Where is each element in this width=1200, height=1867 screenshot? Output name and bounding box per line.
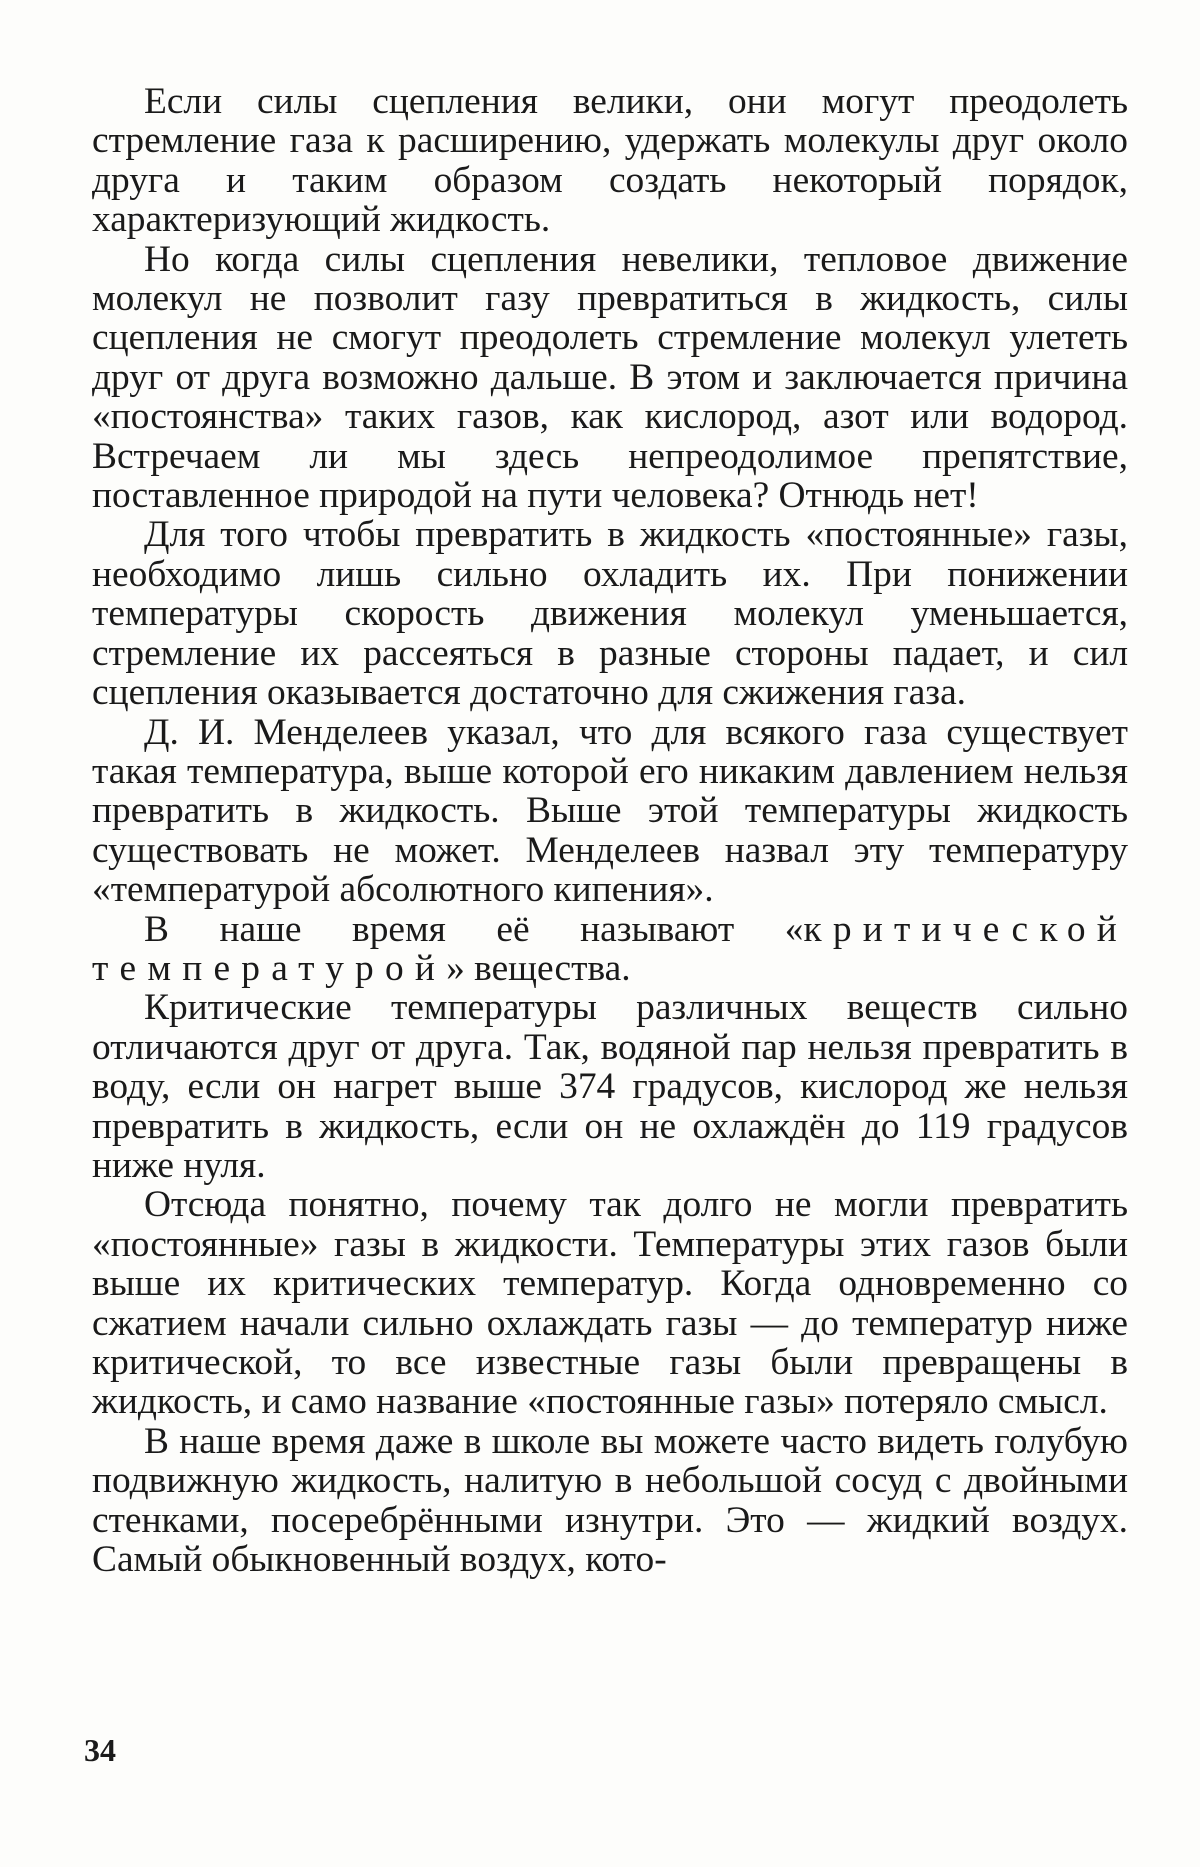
paragraph-2: Но когда силы сцепления невелики, тепловое движение молекул не позволит газу превратиться в жидкость, силы сцепления не смогут преодолеть стремление молекул улететь друг от друга возможно дальше. В этом и заключается причина «постоянства» таких газов, как кислород, азот или водород. Встречаем ли мы здесь непреодолимое препятствие, поставленное природой на пути человека? Отнюдь нет! <box>92 238 1128 517</box>
spaced-emphasis-term: критической температурой <box>92 908 1128 989</box>
paragraph-1: Если силы сцепления велики, они могут преодолеть стремление газа к расширению, удержать молекулы друг около друга и таким образом создать некоторый порядок, характеризующий жидкость. <box>92 81 1128 241</box>
paragraph-4: Д. И. Менделеев указал, что для всякого газа существует такая температура, выше которой его никаким давлением нельзя превратить в жидкость. Выше этой температуры жидкость существовать не может. Менделеев назвал эту температуру «температурой абсолютного кипения». <box>92 711 1128 911</box>
paragraph-8: В наше время даже в школе вы можете часто видеть голубую подвижную жидкость, налитую в небольшой сосуд с двойными стенками, посеребрёнными изнутри. Это — жидкий воздух. Самый обыкновенный воздух, кото- <box>92 1420 1128 1581</box>
paragraph-5-before: В наше время её называют « <box>144 908 804 950</box>
body-text <box>92 82 1128 1579</box>
paragraph-6: Критические температуры различных веществ сильно отличаются друг от друга. Так, водяной пар нельзя превратить в воду, если он нагрет выше 374 градусов, кислород же нельзя превратить в жидкость, если он не охлаждён до 119 градусов ниже нуля. <box>92 987 1128 1186</box>
page-number: 34 <box>84 1732 116 1768</box>
paragraph-7: Отсюда понятно, почему так долго не могли превратить «постоянные» газы в жидкости. Температуры этих газов были выше их критических температур. Когда одновременно со сжатием начали сильно охлаждать газы — до температур ниже критической, то все известные газы были превращены в жидкость, и само название «постоянные газы» потеряло смысл. <box>92 1184 1128 1423</box>
paragraph-3: Для того чтобы превратить в жидкость «постоянные» газы, необходимо лишь сильно охладить их. При понижении температуры скорость движения молекул уменьшается, стремление их рассеяться в разные стороны падает, и сил сцепления оказывается достаточно для сжижения газа. <box>92 514 1128 714</box>
paragraph-5-after: » вещества. <box>446 947 631 989</box>
paragraph-5 <box>92 910 1128 989</box>
